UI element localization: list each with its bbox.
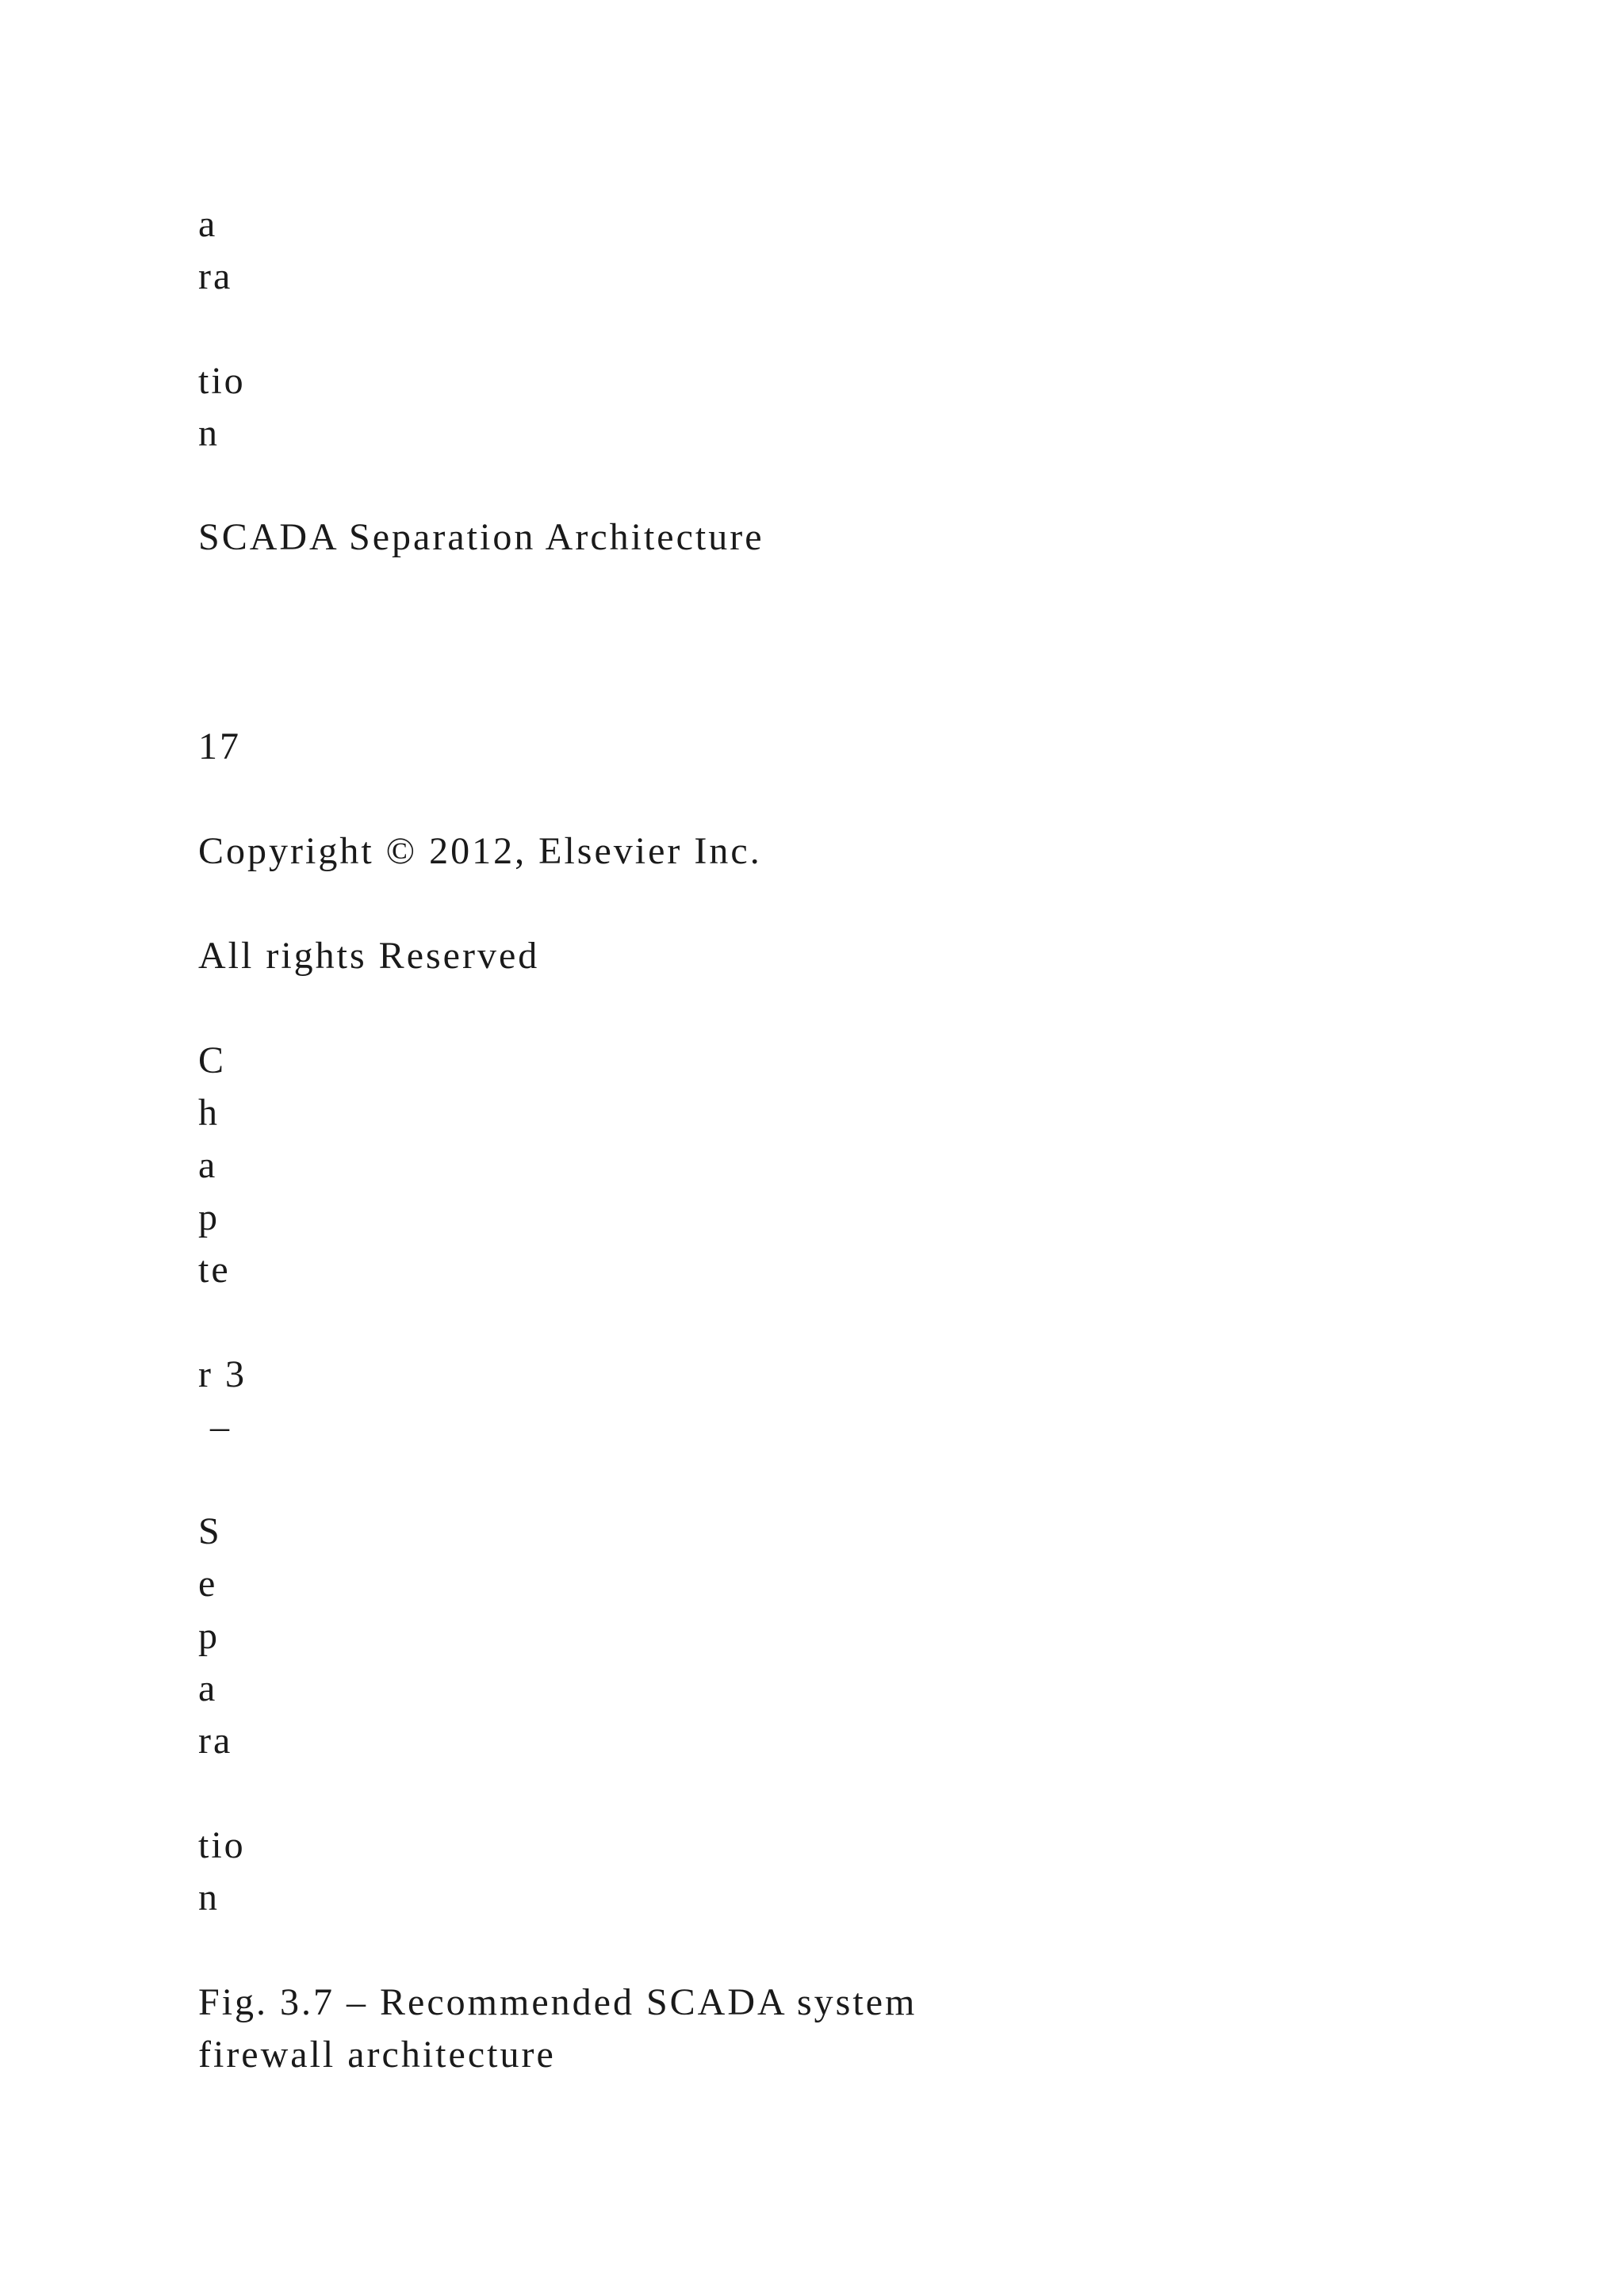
text-fragment: ra bbox=[198, 255, 233, 297]
copyright-text: Copyright © 2012, Elsevier Inc. bbox=[198, 830, 762, 872]
chapter-fragment: te bbox=[198, 1249, 231, 1291]
figure-caption-continued: firewall architecture bbox=[198, 2034, 556, 2076]
chapter-fragment: a bbox=[198, 1667, 218, 1709]
chapter-fragment: tio bbox=[198, 1824, 246, 1866]
chapter-fragment: C bbox=[198, 1039, 227, 1081]
chapter-fragment: ra bbox=[198, 1720, 233, 1762]
chapter-fragment: r 3 bbox=[198, 1353, 247, 1395]
text-fragment: n bbox=[198, 412, 220, 454]
text-fragment: tio bbox=[198, 360, 246, 402]
section-title: SCADA Separation Architecture bbox=[198, 516, 764, 558]
text-fragment: a bbox=[198, 203, 218, 245]
chapter-fragment: S bbox=[198, 1510, 222, 1552]
rights-text: All rights Reserved bbox=[198, 935, 540, 977]
figure-caption: Fig. 3.7 – Recommended SCADA system bbox=[198, 1981, 917, 2023]
chapter-fragment: n bbox=[198, 1877, 220, 1919]
chapter-fragment: p bbox=[198, 1196, 220, 1238]
chapter-fragment: a bbox=[198, 1144, 218, 1186]
chapter-fragment: e bbox=[198, 1563, 218, 1605]
chapter-fragment: h bbox=[198, 1092, 220, 1134]
chapter-fragment: – bbox=[198, 1406, 232, 1448]
chapter-fragment: p bbox=[198, 1615, 220, 1657]
page-number: 17 bbox=[198, 725, 241, 767]
